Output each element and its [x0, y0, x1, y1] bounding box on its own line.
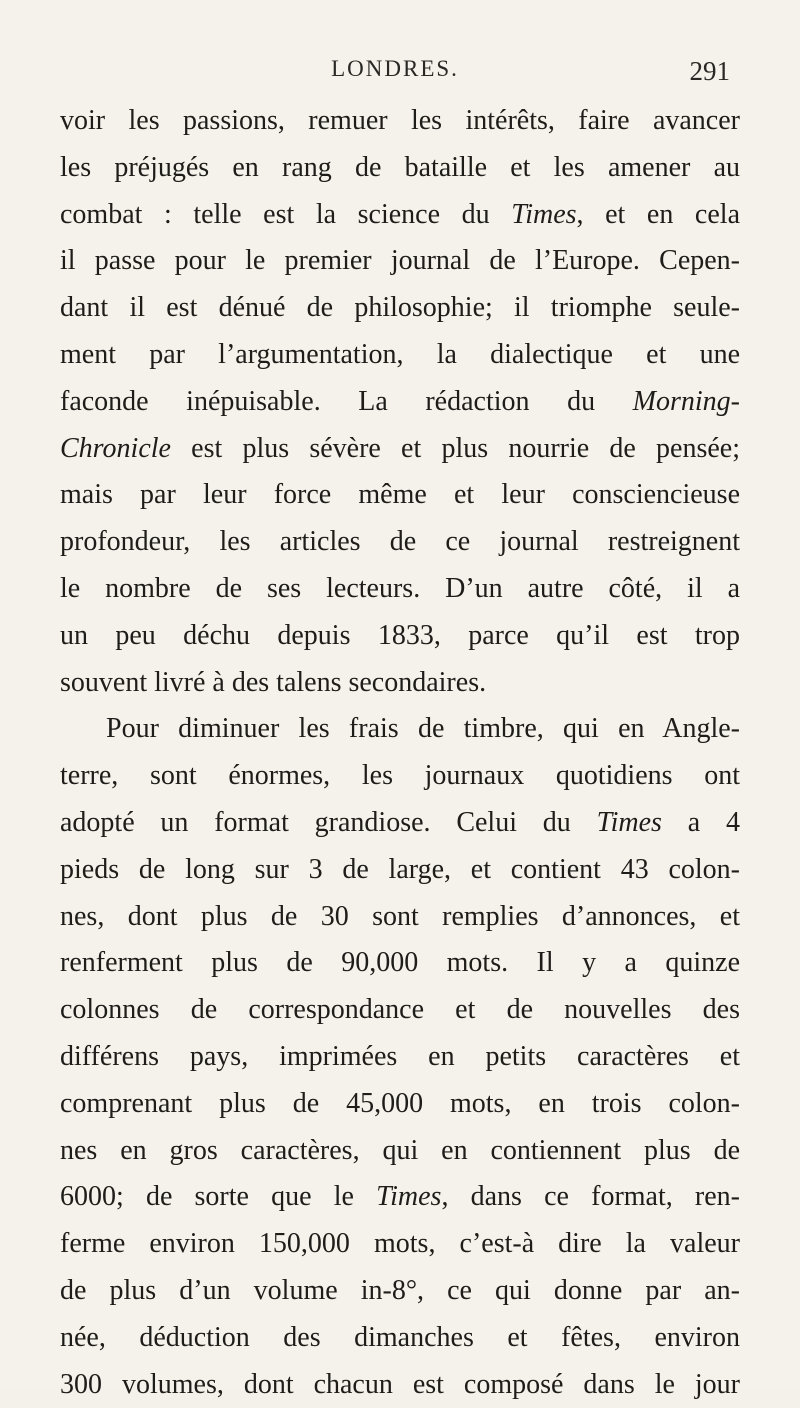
text-segment: souvent livré à des talens secondaires. — [60, 666, 487, 698]
text-line — [60, 753, 740, 800]
italic-title: Times — [511, 198, 577, 230]
text-line — [60, 987, 740, 1034]
text-line — [60, 1128, 740, 1175]
page-number: 291 — [689, 56, 730, 86]
text-segment: a 4 — [661, 806, 740, 838]
text-line — [60, 379, 740, 426]
text-line — [60, 847, 740, 894]
text-line — [60, 192, 740, 239]
text-segment: Pour diminuer les frais de timbre, qui en Angle- — [106, 713, 740, 745]
text-segment: nes, dont plus de 30 sont remplies d’annonces, et — [60, 900, 740, 932]
text-line — [60, 98, 740, 145]
text-line — [60, 472, 740, 519]
text-segment: dant il est dénué de philosophie; il triomphe seule- — [60, 292, 740, 324]
text-line — [60, 1221, 740, 1268]
italic-title: Chronicle — [60, 432, 171, 464]
text-segment: , dans ce format, ren- — [441, 1181, 740, 1213]
text-segment: voir les passions, remuer les intérêts, faire avancer — [60, 105, 740, 136]
text-line — [60, 613, 740, 660]
text-line — [60, 800, 740, 847]
text-line — [60, 1362, 740, 1408]
text-segment: 300 volumes, dont chacun est composé dans le jour — [60, 1368, 740, 1400]
text-line — [60, 1034, 740, 1081]
page-header — [60, 52, 730, 92]
text-segment: née, déduction des dimanches et fêtes, environ — [60, 1321, 740, 1353]
text-segment: différens pays, imprimées en petits caractères et — [60, 1040, 740, 1072]
text-line — [60, 894, 740, 941]
text-segment: faconde inépuisable. La rédaction du — [60, 385, 633, 417]
text-segment: ferme environ 150,000 mots, c’est-à dire la valeur — [60, 1228, 740, 1260]
text-segment: colonnes de correspondance et de nouvelles des — [60, 994, 740, 1026]
text-segment: , et en cela — [576, 198, 740, 230]
text-segment: profondeur, les articles de ce journal restreignent — [60, 526, 740, 558]
text-line — [60, 706, 740, 753]
italic-title: Times — [596, 806, 662, 838]
text-line — [60, 940, 740, 987]
text-line — [60, 332, 740, 379]
text-segment: terre, sont énormes, les journaux quotidiens ont — [60, 760, 740, 792]
text-segment: ment par l’argumentation, la dialectique et une — [60, 338, 740, 370]
text-segment: est plus sévère et plus nourrie de pensée; — [170, 432, 740, 464]
running-title: LONDRES. — [331, 56, 459, 81]
text-segment: pieds de long sur 3 de large, et contient 43 colon- — [60, 853, 740, 885]
text-segment: de plus d’un volume in-8°, ce qui donne par an- — [60, 1274, 740, 1306]
text-segment: renferment plus de 90,000 mots. Il y a quinze — [60, 947, 740, 979]
text-segment: nes en gros caractères, qui en contiennent plus de — [60, 1134, 740, 1166]
text-segment: un peu déchu depuis 1833, parce qu’il est trop — [60, 619, 740, 651]
text-segment: les préjugés en rang de bataille et les amener au — [60, 151, 740, 183]
text-segment: combat : telle est la science du — [60, 198, 512, 230]
text-line — [60, 238, 740, 285]
text-line — [60, 1268, 740, 1315]
text-segment: comprenant plus de 45,000 mots, en trois colon- — [60, 1087, 740, 1119]
body-text — [60, 98, 740, 1408]
text-line — [60, 660, 740, 707]
text-line — [60, 426, 740, 473]
text-segment: le nombre de ses lecteurs. D’un autre côté, il a — [60, 572, 740, 604]
text-segment: adopté un format grandiose. Celui du — [60, 806, 597, 838]
text-segment: mais par leur force même et leur consciencieuse — [60, 479, 740, 511]
text-line — [60, 1174, 740, 1221]
text-line — [60, 1081, 740, 1128]
text-segment: 6000; de sorte que le — [60, 1181, 377, 1213]
text-line — [60, 566, 740, 613]
text-line — [60, 519, 740, 566]
text-line — [60, 145, 740, 192]
text-line — [60, 1315, 740, 1362]
text-line — [60, 285, 740, 332]
italic-title: Times — [376, 1181, 442, 1213]
text-segment: il passe pour le premier journal de l’Europe. Cepen- — [60, 245, 740, 277]
italic-title: Morning- — [632, 385, 740, 417]
